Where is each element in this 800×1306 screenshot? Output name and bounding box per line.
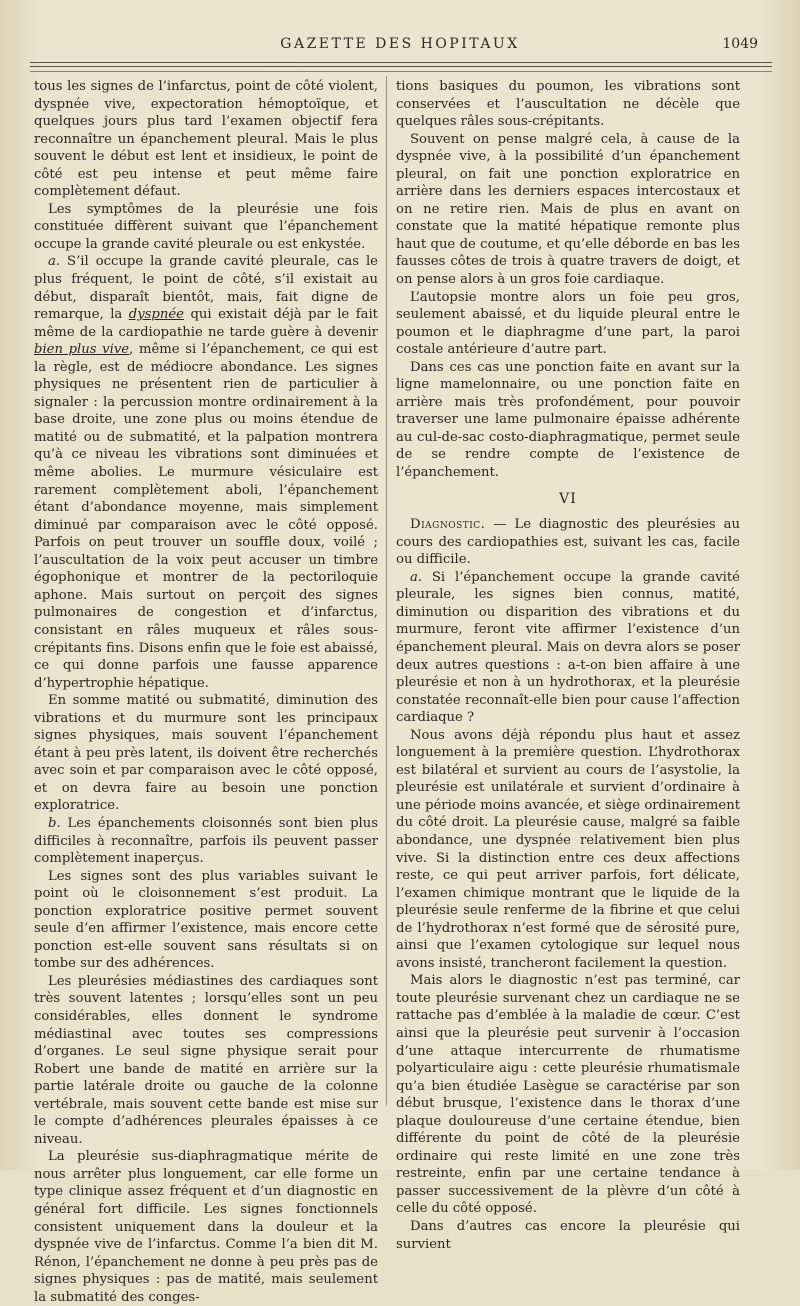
paragraph-text: qui existait déjà par le fait même de la cardiopathie ne tarde guère à devenir xyxy=(34,307,378,340)
paragraph xyxy=(396,569,740,727)
paragraph: L’autopsie montre alors un foie peu gros, seulement abaissé, et du liquide pleural entre le poumon et le diaphragme d’une part, la paroi costale antérieure d’autre part. xyxy=(396,289,740,358)
header-rule xyxy=(30,66,772,67)
section-label: Diagnostic. xyxy=(410,517,486,533)
section-heading: VI xyxy=(559,490,577,507)
paragraph: La pleurésie sus-diaphragmatique mérite de nous arrêter plus longuement, car elle forme un type clinique assez fréquent et d’un diagnostic en général fort difficile. Les signes fonctionnels consistent uniquement dans la douleur et la dyspnée vive de l’infarctus. Comme l’a bien dit M. Rénon, l’épanchement ne donne à peu près pas de signes physiques : pas de matité, mais seulement la submatité des conges- xyxy=(34,1149,378,1305)
paragraph xyxy=(34,815,378,868)
emphasis-text: bien plus vive xyxy=(34,342,130,358)
emphasis-text: dyspnée xyxy=(128,307,184,323)
journal-title: GAZETTE DES HOPITAUX xyxy=(280,36,520,52)
paragraph-text: Les épanchements cloisonnés sont bien plus difficiles à reconnaître, parfois ils peuvent passer complètement inaperçus. xyxy=(34,815,378,867)
paragraph: Mais alors le diagnostic n’est pas terminé, car toute pleurésie survenant chez un cardiaque ne se rattache pas d’emblée à la maladie de cœur. C’est ainsi que la pleurésie peut survenir à l’occasion d’une attaque intercurrente de rhumatisme polyarticulaire aigu : cette pleurésie rhumatismale qu’a bien étudiée Lasègue se caractérise par son début brusque, l’existence dans le thorax d’une plaque douloureuse d’une certaine étendue, bien différente du point de côté de la pleurésie ordinaire qui reste limité en une zone très restreinte, enfin par une certaine tendance à passer successivement de la plèvre d’un côté à celle du côté opposé. xyxy=(396,973,740,1217)
column-divider xyxy=(386,76,387,1106)
list-marker: b. xyxy=(48,815,61,831)
header-rule xyxy=(30,62,772,63)
paragraph: En somme matité ou submatité, diminution des vibrations et du murmure sont les principaux signes physiques, mais souvent l’épanchement étant à peu près latent, ils doivent être recherchés avec soin et par comparaison avec le côté opposé, et on devra faire au besoin une ponction exploratrice. xyxy=(34,693,378,814)
page-header xyxy=(0,36,800,60)
paragraph-text: Si l’épanchement occupe la grande cavité pleurale, les signes bien connus, matité, diminution ou disparition des vibrations et du murmure, feront vite affirmer l’existence d’un épanchement pleural. Mais on devra alors se poser deux autres questions : a-t-on bien affaire à une pleurésie et non à un hydrothorax, et la pleurésie constatée reconnaît-elle bien pour cause l’affection cardiaque ? xyxy=(396,569,740,726)
paragraph-text: S’il occupe la grande cavité pleurale, cas le plus fréquent, le point de côté, s’il existait au début, disparaît bientôt, mais, fait digne de remarque, la xyxy=(34,254,378,323)
paragraph-text: — Le diagnostic des pleurésies au cours des cardiopathies est, suivant les cas, facile ou difficile. xyxy=(396,517,740,568)
list-marker: a. xyxy=(48,254,61,270)
right-column xyxy=(396,78,740,1253)
paragraph: Dans d’autres cas encore la pleurésie qui survient xyxy=(396,1219,740,1252)
list-marker: a. xyxy=(410,569,423,585)
paragraph: Dans ces cas une ponction faite en avant sur la ligne mamelonnaire, ou une ponction faite en arrière mais très profondément, pour pouvoir traverser une lame pulmonaire épaisse adhérente au cul-de-sac costo-diaphragmatique, permet seule de se rendre compte de l’existence de l’épanchement. xyxy=(396,359,740,481)
paragraph xyxy=(396,516,740,569)
paragraph xyxy=(34,253,378,692)
paragraph: Les signes sont des plus variables suivant le point où le cloisonnement s’est produit. La ponction exploratrice positive permet souvent seule d’en affirmer l’existence, mais encore cette ponction est-elle souvent sans résultats si on tombe sur des adhérences. xyxy=(34,868,378,972)
header-rule xyxy=(30,71,772,72)
paragraph: Les pleurésies médiastines des cardiaques sont très souvent latentes ; lorsqu’elles sont un peu considérables, elles donnent le syndrome médiastinal avec toutes ses compressions d’organes. Le seul signe physique serait pour Robert une bande de matité en arrière sur la partie latérale droite ou gauche de la colonne vertébrale, mais souvent cette bande est mise sur le compte d’adhérences pleurales épaisses à ce niveau. xyxy=(34,973,378,1147)
paragraph-text: , même si l’épanchement, ce qui est la règle, est de médiocre abondance. Les signes physiques ne présentent rien de particulier à signaler : la percussion montre ordinairement à la base droite, une zone plus ou moins étendue de matité ou de submatité, et la palpation montrera qu’à ce niveau les vibrations sont diminuées et même abolies. Le murmure vésiculaire est rarement complètement aboli, l’épanchement étant d’abondance moyenne, mais simplement diminué par comparaison avec le côté opposé. Parfois on peut trouver un souffle doux, voilé ; l’auscultation de la voix peut accuser un timbre égophonique et montrer de la pectoriloquie aphone. Mais surtout on perçoit des signes pulmonaires de congestion et d’infarctus, consistant en râles muqueux et râles sous-crépitants fins. Disons enfin que le foie est abaissé, ce qui donne parfois une fausse apparence d’hypertrophie hépatique. xyxy=(34,342,379,691)
left-column xyxy=(34,78,378,1306)
page-number: 1049 xyxy=(722,36,758,52)
paragraph: Souvent on pense malgré cela, à cause de la dyspnée vive, à la possibilité d’un épanchement pleural, on fait une ponction exploratrice en arrière dans les derniers espaces intercostaux et on ne retire rien. Mais de plus en avant on constate que la matité hépatique remonte plus haut que de coutume, et qu’elle déborde en bas les fausses côtes de trois à quatre travers de doigt, et on pense alors à un gros foie cardiaque. xyxy=(396,131,740,288)
paragraph: tous les signes de l’infarctus, point de côté violent, dyspnée vive, expectoration hémoptoïque, et quelques jours plus tard l’examen objectif fera reconnaître un épanchement pleural. Mais le plus souvent le début est lent et insidieux, le point de côté est peu intense et peut même faire complètement défaut. xyxy=(34,79,378,200)
paragraph: tions basiques du poumon, les vibrations sont conservées et l’auscultation ne décèle que quelques râles sous-crépitants. xyxy=(396,79,740,130)
paragraph: Nous avons déjà répondu plus haut et assez longuement à la première question. L’hydrothorax est bilatéral et survient au cours de l’asystolie, la pleurésie est unilatérale et survient d’ordinaire à une période moins avancée, et siège ordinairement du côté droit. La pleurésie cause, malgré sa faible abondance, une dyspnée relativement bien plus vive. Si la distinction entre ces deux affections reste, ce qui peut arriver parfois, fort délicate, l’examen chimique montrant que le liquide de la pleurésie seule renferme de la fibrine et que celui de l’hydrothorax n’est formé que de sérosité pure, ainsi que l’examen cytologique sur lequel nous avons insisté, trancheront facilement la question. xyxy=(396,727,740,971)
paragraph: Les symptômes de la pleurésie une fois constituée diffèrent suivant que l’épanchement occupe la grande cavité pleurale ou est enkystée. xyxy=(34,201,378,252)
